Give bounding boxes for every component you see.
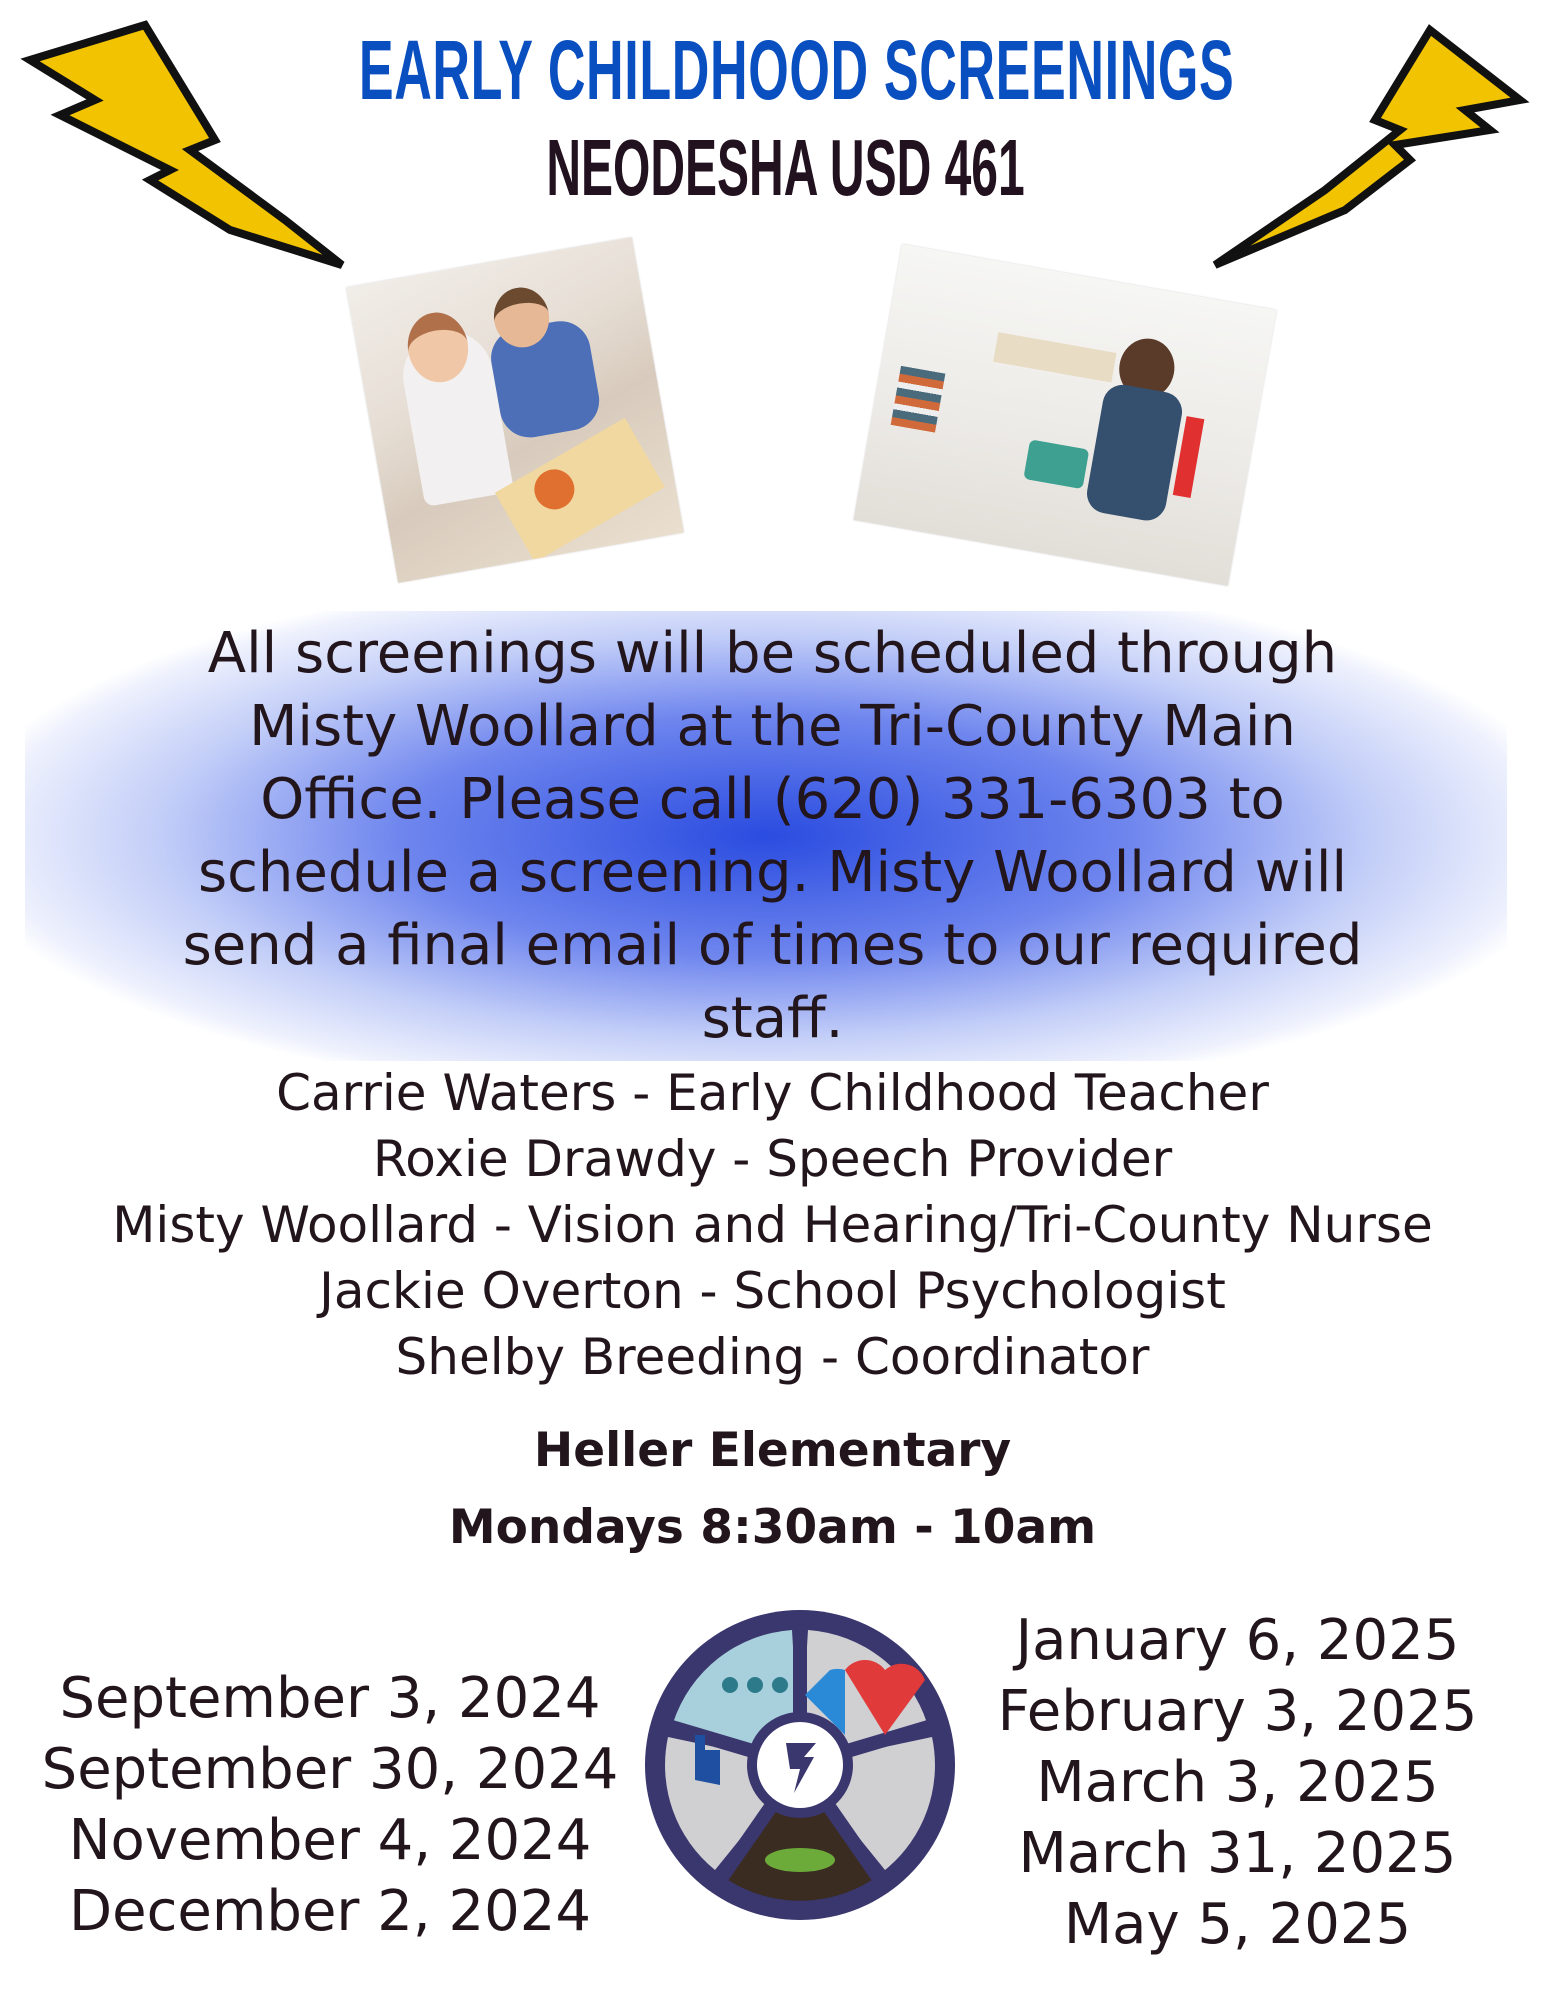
- date-item: December 2, 2024: [69, 1879, 591, 1944]
- dates-2024: [30, 1663, 630, 1947]
- date-item: February 3, 2025: [997, 1679, 1478, 1744]
- date-item: January 6, 2025: [1015, 1608, 1460, 1673]
- page-title: EARLY CHILDHOOD SCREENINGS: [358, 23, 1235, 117]
- staff-item: Misty Woollard - Vision and Hearing/Tri-County Nurse: [112, 1196, 1433, 1254]
- staff-item: Carrie Waters - Early Childhood Teacher: [276, 1064, 1269, 1122]
- staff-item: Shelby Breeding - Coordinator: [395, 1328, 1150, 1386]
- scheduling-info-text: All screenings will be scheduled through Misty Woollard at the Tri-County Main Office. Please call (620) 331-6303 to schedule a screening. Misty Woollard will send a final email of times to our required staff.: [182, 621, 1363, 1051]
- district-subtitle: NEODESHA USD 461: [546, 123, 1025, 212]
- staff-item: Jackie Overton - School Psychologist: [319, 1262, 1226, 1320]
- date-item: March 31, 2025: [1018, 1821, 1457, 1886]
- date-item: May 5, 2025: [1063, 1892, 1412, 1957]
- date-item: November 4, 2024: [68, 1808, 592, 1873]
- district-logo: [640, 1605, 960, 1925]
- staff-item: Roxie Drawdy - Speech Provider: [372, 1130, 1173, 1188]
- staff-list: [0, 1060, 1545, 1390]
- date-item: September 3, 2024: [59, 1666, 601, 1731]
- date-item: March 3, 2025: [1036, 1750, 1439, 1815]
- date-item: September 30, 2024: [41, 1737, 619, 1802]
- toddler-toy-train-photo: [854, 244, 1277, 586]
- lightning-bolt-left-icon: [20, 20, 350, 270]
- school-name: Heller Elementary: [533, 1423, 1012, 1478]
- children-puzzle-photo: [346, 237, 684, 583]
- screening-time: Mondays 8:30am - 10am: [448, 1500, 1097, 1555]
- dates-2025: [960, 1605, 1515, 1960]
